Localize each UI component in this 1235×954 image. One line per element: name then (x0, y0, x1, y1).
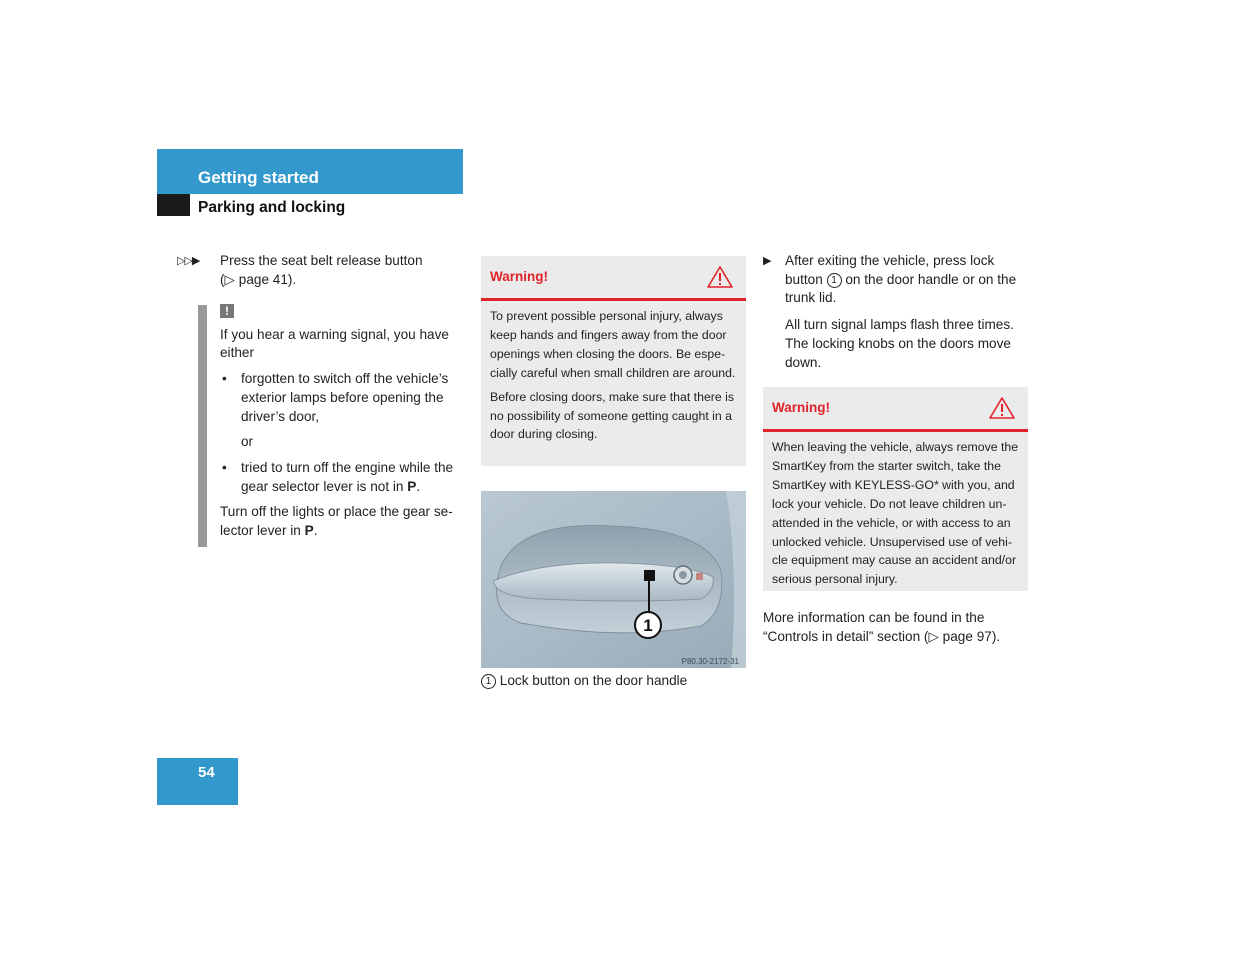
warning-title: Warning! (772, 400, 830, 415)
note-or: or (241, 434, 254, 450)
right-column (763, 252, 1033, 372)
warning-triangle-icon (707, 266, 733, 288)
step-lock: After exiting the vehicle, press lock button 1 on the door handle or on the trunk lid. All turn signal lamps flash three times. The locking knobs on the doors move down. (785, 252, 1033, 372)
subsection-title: Parking and locking (198, 199, 346, 216)
warning-body (763, 432, 1028, 600)
figure-caption: 1 Lock button on the door handle (481, 673, 687, 689)
warning-triangle-icon (989, 397, 1015, 419)
step-arrow-icon: ▶ (763, 255, 771, 267)
list-item: • forgotten to switch off the vehicle’s exterior lamps before opening the driver’s door, (220, 370, 465, 426)
warning-paragraph: Before closing doors, make sure that there is no possibility of someone getting caught in a door during closing. (490, 389, 735, 442)
more-info-text: More information can be found in the “Controls in detail” section (▷ page 97). (763, 610, 1001, 644)
warning-paragraph: When leaving the vehicle, always remove the SmartKey from the starter switch, take the SmartKey with KEYLESS-GO* with you, and lock your vehicle. Do not leave children un-attended in the vehicle, or with access to an unlocked vehicle. Unsupervised use of vehi-cle equipment may cause an accident and/or serious personal injury. (772, 440, 1019, 587)
subsection-marker (157, 194, 190, 216)
list-item: • tried to turn off the engine while the gear selector lever is not in P. (220, 459, 465, 496)
warning-box-doors (481, 256, 746, 466)
figure-ref-code: P80.30-2172-31 (681, 657, 739, 666)
warning-header (763, 387, 1028, 432)
note-bullets (220, 370, 465, 426)
callout-number-badge: 1 (481, 674, 496, 689)
note-intro: If you hear a warning signal, you have either (220, 326, 449, 361)
note-block (220, 302, 465, 541)
left-column (177, 252, 467, 289)
warning-box-children (763, 387, 1028, 591)
note-side-bar (198, 305, 207, 547)
warning-title: Warning! (490, 269, 548, 284)
note-action: Turn off the lights or place the gear se-lector lever in P. (220, 504, 453, 539)
step-seat-belt: Press the seat belt release button (▷ page 41). (220, 253, 423, 287)
warning-body (481, 301, 746, 455)
warning-header (481, 256, 746, 301)
exclamation-icon: ! (220, 304, 234, 318)
door-handle-photo (481, 491, 746, 668)
warning-paragraph: To prevent possible personal injury, always keep hands and fingers away from the door openings when closing the doors. Be espe-cially careful when small children are around. (490, 309, 736, 380)
step-result: All turn signal lamps flash three times. The locking knobs on the doors move down. (785, 317, 1014, 370)
section-title: Getting started (198, 168, 319, 187)
figure-callout: 1 (643, 616, 653, 635)
callout-number-badge: 1 (827, 273, 842, 288)
page-number: 54 (198, 764, 215, 781)
door-handle-illustration (481, 491, 746, 668)
note-bullets-2 (220, 459, 465, 496)
continue-arrow-icon: ▷▷▶ (177, 255, 200, 267)
